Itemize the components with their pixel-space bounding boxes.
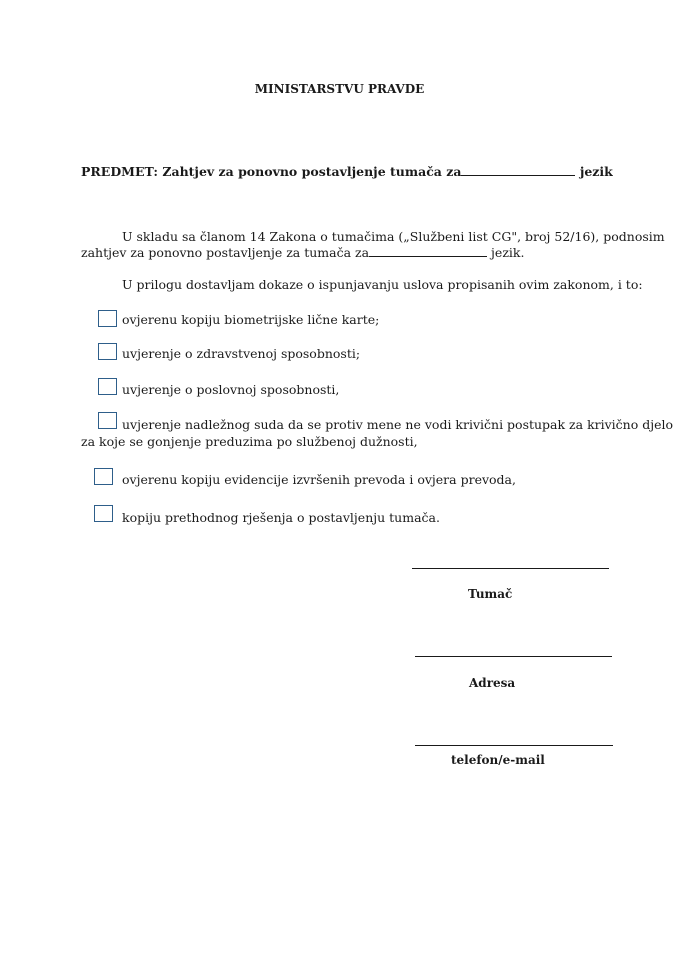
document-title: MINISTARSTVU PRAVDE: [254, 82, 425, 96]
paragraph-1-line-2: [81, 245, 524, 260]
item-id-card: ovjerenu kopiju biometrijske lične karte;: [122, 312, 380, 327]
label-address: Adresa: [469, 676, 516, 690]
item-health: uvjerenje o zdravstvenoj sposobnosti;: [122, 346, 361, 361]
item-court-certificate-line-2: za koje se gonjenje preduzima po službenoj dužnosti,: [81, 434, 418, 449]
signature-line-address[interactable]: [415, 656, 612, 657]
subject-suffix: jezik: [579, 164, 613, 179]
checkbox-previous-decision[interactable]: [94, 505, 113, 522]
para1-line2-prefix: zahtjev za ponovno postavljenje za tumača za: [81, 245, 370, 260]
item-previous-decision: kopiju prethodnog rješenja o postavljenju tumača.: [122, 510, 440, 525]
signature-line-interpreter[interactable]: [412, 568, 609, 569]
item-translations-record: ovjerenu kopiju evidencije izvršenih prevoda i ovjera prevoda,: [122, 472, 516, 487]
language-blank-subject[interactable]: [461, 174, 575, 176]
signature-line-contact[interactable]: [415, 745, 613, 746]
checkbox-business-capacity[interactable]: [98, 378, 117, 395]
item-court-certificate: uvjerenje nadležnog suda da se protiv mene ne vodi krivični postupak za krivično djelo: [122, 417, 674, 432]
checkbox-court-certificate[interactable]: [98, 412, 117, 429]
checkbox-id-card[interactable]: [98, 310, 117, 327]
paragraph-2: U prilogu dostavljam dokaze o ispunjavanju uslova propisanih ovim zakonom, i to:: [122, 277, 643, 292]
paragraph-1-line-1: U skladu sa članom 14 Zakona o tumačima („Službeni list CG", broj 52/16), podnosim: [122, 229, 665, 244]
checkbox-translations-record[interactable]: [94, 468, 113, 485]
subject-line: [81, 164, 613, 179]
label-contact: telefon/e-mail: [451, 753, 545, 767]
checkbox-health[interactable]: [98, 343, 117, 360]
label-interpreter: Tumač: [468, 587, 513, 601]
item-business-capacity: uvjerenje o poslovnoj sposobnosti,: [122, 382, 340, 397]
language-blank-body[interactable]: [369, 255, 487, 257]
subject-prefix: PREDMET: Zahtjev za ponovno postavljenje tumača za: [81, 164, 462, 179]
para1-line2-suffix: jezik.: [491, 245, 525, 260]
